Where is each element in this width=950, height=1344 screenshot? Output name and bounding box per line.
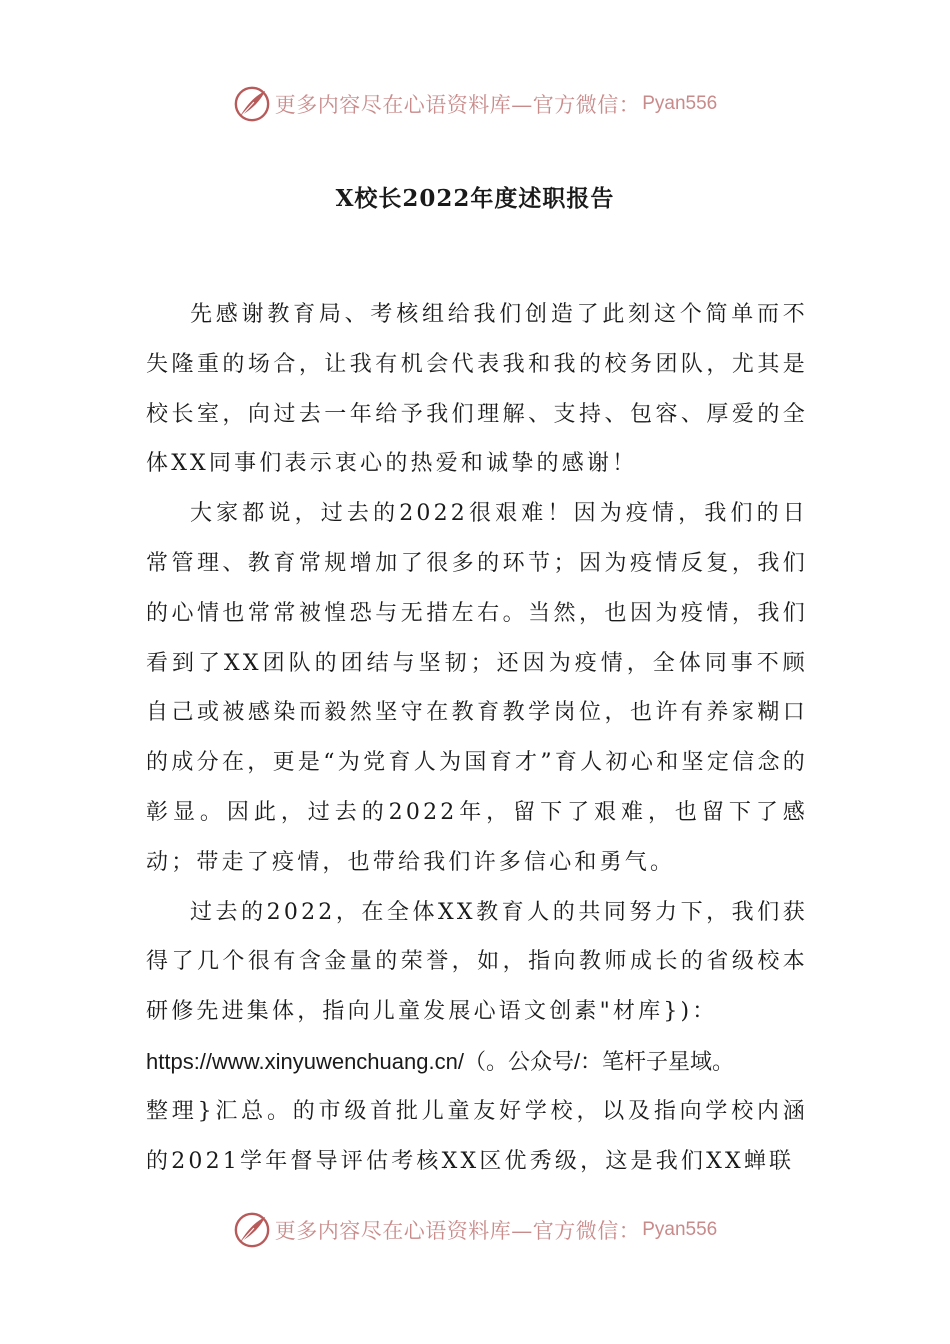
watermark-banner-top: [0, 84, 950, 124]
paragraph-2: 大家都说，过去的2022很艰难！因为疫情，我们的日常管理、教育常规增加了很多的环节；因为疫情反复，我们的心情也常常被惶恐与无措左右。当然，也因为疫情，我们看到了XX团队的团结与坚韧；还因为疫情，全体同事不顾自己或被感染而毅然坚守在教育教学岗位，也许有养家糊口的成分在，更是“为党育人为国育才”育人初心和坚定信念的彰显。因此，过去的2022年，留下了艰难，也留下了感动；带走了疫情，也带给我们许多信心和勇气。: [146, 501, 808, 875]
quill-pen-icon: [233, 1211, 271, 1249]
watermark-site-text: 更多内容尽在心语资料库—官方微信：: [274, 1219, 641, 1243]
paragraph-1: 先感谢教育局、考核组给我们创造了此刻这个简单而不失隆重的场合，让我有机会代表我和我的校务团队，尤其是校长室，向过去一年给予我们理解、支持、包容、厚爱的全体XX同事们表示衷心的热爱和诚挚的感谢！: [146, 302, 808, 477]
watermark-wechat-id: Pyan556: [642, 93, 718, 114]
paragraph-3: 过去的2022，在全体XX教育人的共同努力下，我们获得了几个很有含金量的荣誉，如，指向教师成长的省级校本研修先进集体，指向儿童发展心语文创素"材库})：: [146, 899, 808, 1025]
watermark-banner-bottom: [0, 1210, 950, 1250]
watermark-wechat-id: Pyan556: [642, 1219, 718, 1240]
document-body: [146, 290, 808, 1186]
watermark-site-text: 更多内容尽在心语资料库—官方微信：: [274, 93, 641, 117]
quill-pen-icon: [233, 85, 271, 123]
document-title: X校长2022年度述职报告: [335, 185, 615, 212]
paragraph-3-continued: 整理}汇总。的市级首批儿童友好学校，以及指向学校内涵的2021学年督导评估考核XX区优秀级，这是我们XX蝉联: [146, 1098, 808, 1174]
url-text: https://www.xinyuwenchuang.cn/（。公众号/：笔杆子星域。: [146, 1048, 735, 1074]
paragraph-3-url-line: [146, 1037, 808, 1087]
